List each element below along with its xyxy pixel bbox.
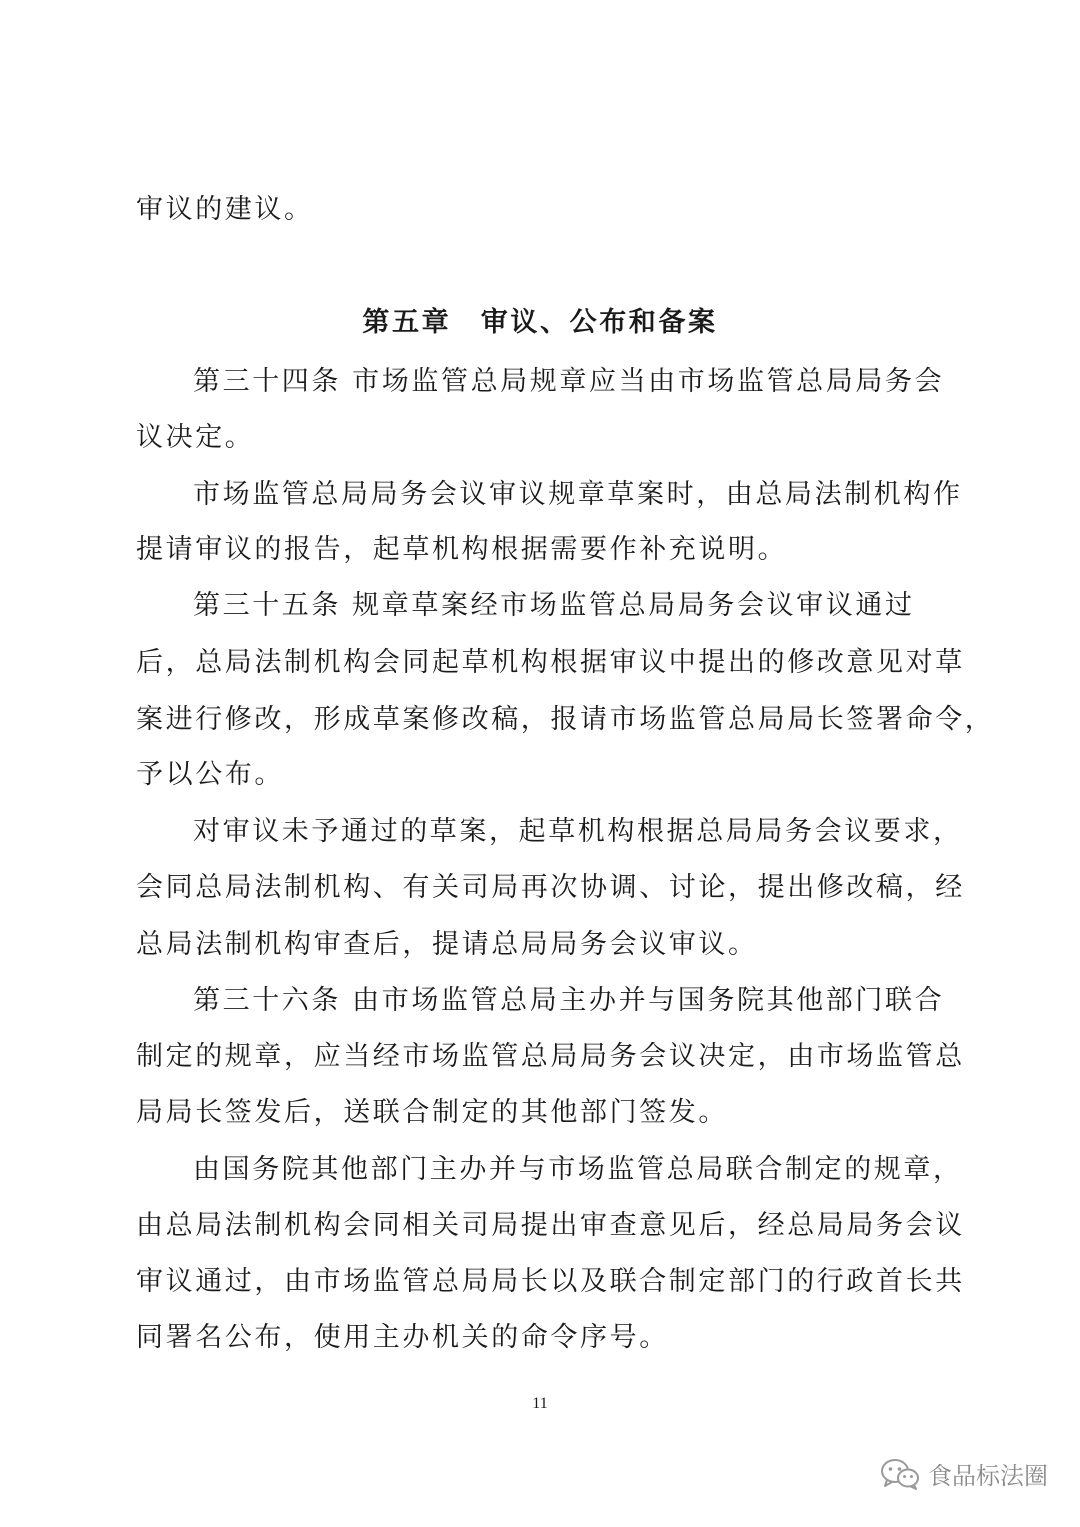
paragraph-line: 由总局法制机构会同相关司局提出审查意见后，经总局局务会议: [136, 1210, 965, 1241]
article-34-line-2: 议决定。: [136, 422, 255, 453]
paragraph-line: 市场监管总局局务会议审议规章草案时，由总局法制机构作: [193, 479, 963, 510]
wechat-icon: [880, 1458, 920, 1490]
paragraph-line: 总局法制机构审查后，提请总局局务会议审议。: [136, 929, 758, 960]
paragraph-line: 同署名公布，使用主办机关的命令序号。: [136, 1322, 669, 1353]
carryover-line: 审议的建议。: [136, 194, 314, 225]
paragraph-line: 审议通过，由市场监管总局局长以及联合制定部门的行政首长共: [136, 1266, 965, 1297]
article-35-line-4: 予以公布。: [136, 759, 284, 790]
watermark-text: 食品标法圈: [928, 1462, 1048, 1490]
article-36-line-3: 局局长签发后，送联合制定的其他部门签发。: [136, 1097, 728, 1128]
article-36-line-1: 第三十六条 由市场监管总局主办并与国务院其他部门联合: [193, 985, 945, 1016]
watermark: [880, 1456, 1048, 1491]
page-number: 11: [532, 1395, 548, 1412]
article-36-line-2: 制定的规章，应当经市场监管总局局务会议决定，由市场监管总: [136, 1041, 965, 1072]
chapter-title: 第五章 审议、公布和备案: [362, 307, 718, 338]
paragraph-line: 由国务院其他部门主办并与市场监管总局联合制定的规章，: [193, 1154, 963, 1185]
paragraph-line: 提请审议的报告，起草机构根据需要作补充说明。: [136, 534, 788, 565]
article-35-line-2: 后，总局法制机构会同起草机构根据审议中提出的修改意见对草: [136, 647, 965, 678]
article-34-line-1: 第三十四条 市场监管总局规章应当由市场监管总局局务会: [193, 366, 945, 397]
article-35-line-3: 案进行修改，形成草案修改稿，报请市场监管总局局长签署命令，: [136, 704, 995, 735]
paragraph-line: 会同总局法制机构、有关司局再次协调、讨论，提出修改稿，经: [136, 872, 965, 903]
paragraph-line: 对审议未予通过的草案，起草机构根据总局局务会议要求，: [193, 816, 963, 847]
article-35-line-1: 第三十五条 规章草案经市场监管总局局务会议审议通过: [193, 590, 915, 621]
